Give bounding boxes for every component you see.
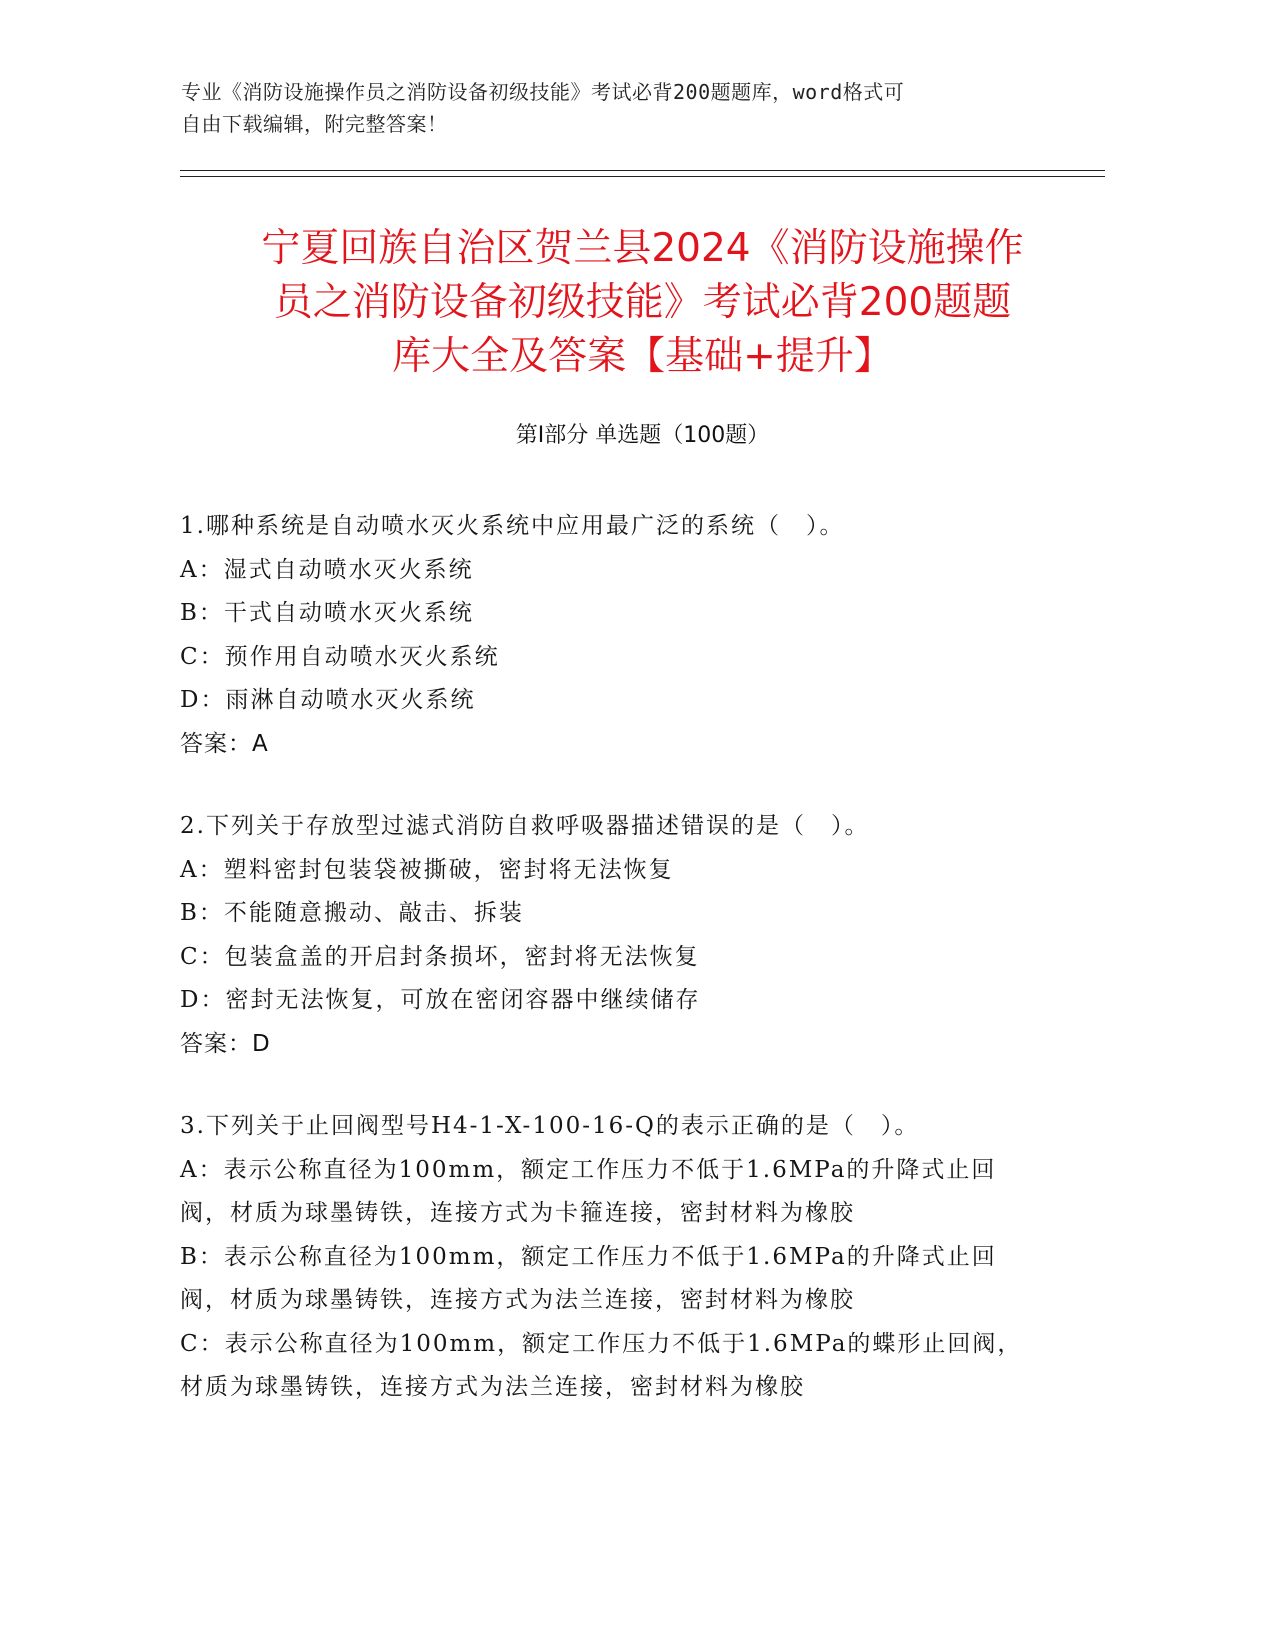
header-divider-top bbox=[180, 170, 1105, 171]
header-note bbox=[181, 76, 1051, 140]
question-item bbox=[180, 1105, 1040, 1410]
question-stem: 3.下列关于止回阀型号H4-1-X-100-16-Q的表示正确的是（ ）。 bbox=[180, 1113, 920, 1139]
question-option: A：湿式自动喷水灭火系统 bbox=[180, 556, 474, 583]
question-item bbox=[180, 505, 1040, 766]
question-stem: 1.哪种系统是自动喷水灭火系统中应用最广泛的系统（ ）。 bbox=[180, 513, 845, 539]
document-title-line-2: 员之消防设备初级技能》考试必背200题题 bbox=[273, 280, 1012, 325]
question-option: C：包装盒盖的开启封条损坏，密封将无法恢复 bbox=[180, 943, 700, 970]
header-note-line-1: 专业《消防设施操作员之消防设备初级技能》考试必背200题题库，word格式可 bbox=[181, 80, 905, 104]
question-option: A：塑料密封包装袋被撕破，密封将无法恢复 bbox=[180, 856, 674, 883]
question-option: B：不能随意搬动、敲击、拆装 bbox=[180, 900, 524, 926]
document-title bbox=[180, 222, 1105, 384]
question-option: B：干式自动喷水灭火系统 bbox=[180, 600, 474, 626]
section-title: 第Ⅰ部分 单选题（100题） bbox=[515, 423, 770, 448]
document-title-line-3: 库大全及答案【基础+提升】 bbox=[392, 334, 893, 379]
question-option: D：雨淋自动喷水灭火系统 bbox=[180, 687, 476, 713]
question-option: C：表示公称直径为100mm，额定工作压力不低于1.6MPa的蝶形止回阀，材质为球墨铸铁，连接方式为法兰连接，密封材料为橡胶 bbox=[180, 1330, 1023, 1400]
question-list bbox=[180, 505, 1040, 1449]
question-option: C：预作用自动喷水灭火系统 bbox=[180, 643, 500, 670]
question-item bbox=[180, 805, 1040, 1066]
question-option: D：密封无法恢复，可放在密闭容器中继续储存 bbox=[180, 987, 701, 1013]
question-option: B：表示公称直径为100mm，额定工作压力不低于1.6MPa的升降式止回阀，材质为球墨铸铁，连接方式为法兰连接，密封材料为橡胶 bbox=[180, 1243, 997, 1313]
question-answer: 答案：A bbox=[180, 730, 269, 757]
question-stem: 2.下列关于存放型过滤式消防自救呼吸器描述错误的是（ ）。 bbox=[180, 813, 870, 839]
header-note-line-2: 自由下载编辑，附完整答案！ bbox=[181, 112, 448, 136]
question-option: A：表示公称直径为100mm，额定工作压力不低于1.6MPa的升降式止回阀，材质为球墨铸铁，连接方式为卡箍连接，密封材料为橡胶 bbox=[180, 1156, 997, 1226]
header-divider-bottom bbox=[180, 176, 1105, 177]
question-answer: 答案：D bbox=[180, 1030, 271, 1057]
document-title-line-1: 宁夏回族自治区贺兰县2024《消防设施操作 bbox=[261, 226, 1024, 271]
